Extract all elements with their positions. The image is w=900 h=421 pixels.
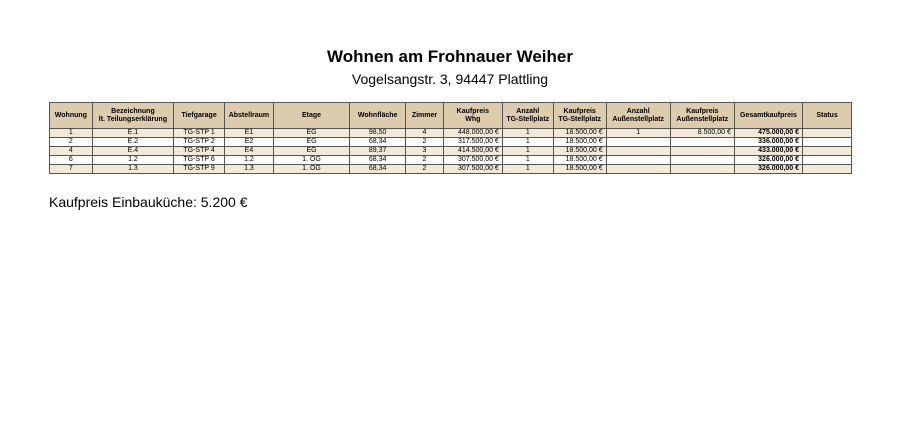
column-header: [670, 103, 734, 129]
table-cell: TG-STP 2: [174, 138, 225, 147]
table-cell: TG-STP 4: [174, 147, 225, 156]
table-cell: 18.500,00 €: [553, 165, 606, 174]
column-header-line: Wohnung: [54, 111, 87, 119]
table-header-row: [50, 103, 852, 129]
table-cell: 89,37: [350, 147, 406, 156]
column-header: [443, 103, 502, 129]
table-cell: 68,34: [350, 165, 406, 174]
units-table: [49, 102, 852, 174]
table-row: [50, 156, 852, 165]
table-cell: E.1: [92, 129, 173, 138]
table-cell: 2: [406, 165, 444, 174]
column-header: [803, 103, 852, 129]
column-header: [553, 103, 606, 129]
table-cell: 3: [406, 147, 444, 156]
table-cell: 18.500,00 €: [553, 156, 606, 165]
table-cell: 1.3: [225, 165, 274, 174]
document-title: Wohnen am Frohnauer Weiher: [327, 47, 573, 66]
column-header-line: Tiefgarage: [181, 111, 217, 119]
table-cell: [670, 156, 734, 165]
table-cell: EG: [273, 147, 349, 156]
table-cell: TG-STP 9: [174, 165, 225, 174]
table-cell: 317.500,00 €: [443, 138, 502, 147]
column-header-line: Außenstellplatz: [612, 115, 665, 123]
column-header: [606, 103, 670, 129]
table-cell: 326.000,00 €: [734, 165, 802, 174]
column-header-line: Status: [816, 111, 838, 119]
table-cell: TG-STP 1: [174, 129, 225, 138]
column-header-line: lt. Teilungserklärung: [98, 115, 168, 123]
table-cell: 336.000,00 €: [734, 138, 802, 147]
table-cell: 1.2: [92, 156, 173, 165]
table-cell: E2: [225, 138, 274, 147]
table-cell: 307.500,00 €: [443, 156, 502, 165]
table-cell: 307.500,00 €: [443, 165, 502, 174]
table-cell: 1: [502, 129, 553, 138]
table-cell: 8.500,00 €: [670, 129, 734, 138]
table-cell: 475.000,00 €: [734, 129, 802, 138]
table-cell: [803, 138, 852, 147]
table-row: [50, 147, 852, 156]
table-body: [50, 129, 852, 174]
table-cell: 1.2: [225, 156, 274, 165]
table-cell: 98,50: [350, 129, 406, 138]
table-cell: 4: [50, 147, 93, 156]
table-cell: [670, 165, 734, 174]
table-cell: [606, 147, 670, 156]
table-cell: 2: [406, 138, 444, 147]
column-header-line: Zimmer: [411, 111, 438, 119]
table-cell: [606, 156, 670, 165]
table-cell: 2: [50, 138, 93, 147]
column-header-line: Anzahl: [626, 107, 650, 115]
table-cell: 18.500,00 €: [553, 129, 606, 138]
table-cell: EG: [273, 138, 349, 147]
column-header: [350, 103, 406, 129]
column-header-line: Abstellraum: [228, 111, 270, 119]
table-cell: 1.3: [92, 165, 173, 174]
table-cell: 18.500,00 €: [553, 138, 606, 147]
table-cell: [670, 138, 734, 147]
column-header: [225, 103, 274, 129]
table-cell: [803, 165, 852, 174]
column-header: [50, 103, 93, 129]
column-header: [174, 103, 225, 129]
table-row: [50, 165, 852, 174]
table-cell: 1: [502, 165, 553, 174]
table-cell: 68,34: [350, 138, 406, 147]
table-cell: [803, 156, 852, 165]
column-header-line: Bezeichnung: [111, 107, 155, 115]
table-cell: TG-STP 6: [174, 156, 225, 165]
column-header-line: Kaufpreis: [686, 107, 719, 115]
column-header: [273, 103, 349, 129]
table-cell: 448.000,00 €: [443, 129, 502, 138]
table-cell: 68,34: [350, 156, 406, 165]
table-cell: 326.000,00 €: [734, 156, 802, 165]
table-cell: 433.000,00 €: [734, 147, 802, 156]
table-cell: 1: [502, 138, 553, 147]
table-cell: E4: [225, 147, 274, 156]
kitchen-price-note: Kaufpreis Einbauküche: 5.200 €: [49, 194, 248, 210]
table-cell: 1: [50, 129, 93, 138]
table-cell: 1: [502, 147, 553, 156]
column-header: [502, 103, 553, 129]
table-cell: [606, 165, 670, 174]
column-header-line: Anzahl: [516, 107, 540, 115]
column-header-line: Gesamtkaufpreis: [740, 111, 797, 119]
table-cell: EG: [273, 129, 349, 138]
column-header: [734, 103, 802, 129]
column-header-line: TG-Stellplatz: [558, 115, 602, 123]
column-header: [92, 103, 173, 129]
column-header: [406, 103, 444, 129]
table-cell: 1. OG: [273, 165, 349, 174]
table-cell: 1: [502, 156, 553, 165]
document-address: Vogelsangstr. 3, 94447 Plattling: [351, 71, 549, 87]
column-header-line: Wohnfläche: [357, 111, 398, 119]
table-cell: 4: [406, 129, 444, 138]
table-cell: 7: [50, 165, 93, 174]
table-cell: 6: [50, 156, 93, 165]
column-header-line: Kaufpreis: [563, 107, 596, 115]
table-cell: [803, 129, 852, 138]
table-cell: E.4: [92, 147, 173, 156]
table-row: [50, 138, 852, 147]
table-cell: 18.500,00 €: [553, 147, 606, 156]
table-cell: 2: [406, 156, 444, 165]
table-row: [50, 129, 852, 138]
table-cell: [606, 138, 670, 147]
table-cell: 1: [606, 129, 670, 138]
column-header-line: Kaufpreis: [456, 107, 489, 115]
table-cell: [803, 147, 852, 156]
table-cell: E1: [225, 129, 274, 138]
column-header-line: Außenstellplatz: [676, 115, 729, 123]
table-cell: 1. OG: [273, 156, 349, 165]
table-cell: E.2: [92, 138, 173, 147]
column-header-line: TG-Stellplatz: [506, 115, 550, 123]
column-header-line: Etage: [301, 111, 322, 119]
table-cell: [670, 147, 734, 156]
column-header-line: Whg: [465, 115, 481, 123]
table-cell: 414.500,00 €: [443, 147, 502, 156]
